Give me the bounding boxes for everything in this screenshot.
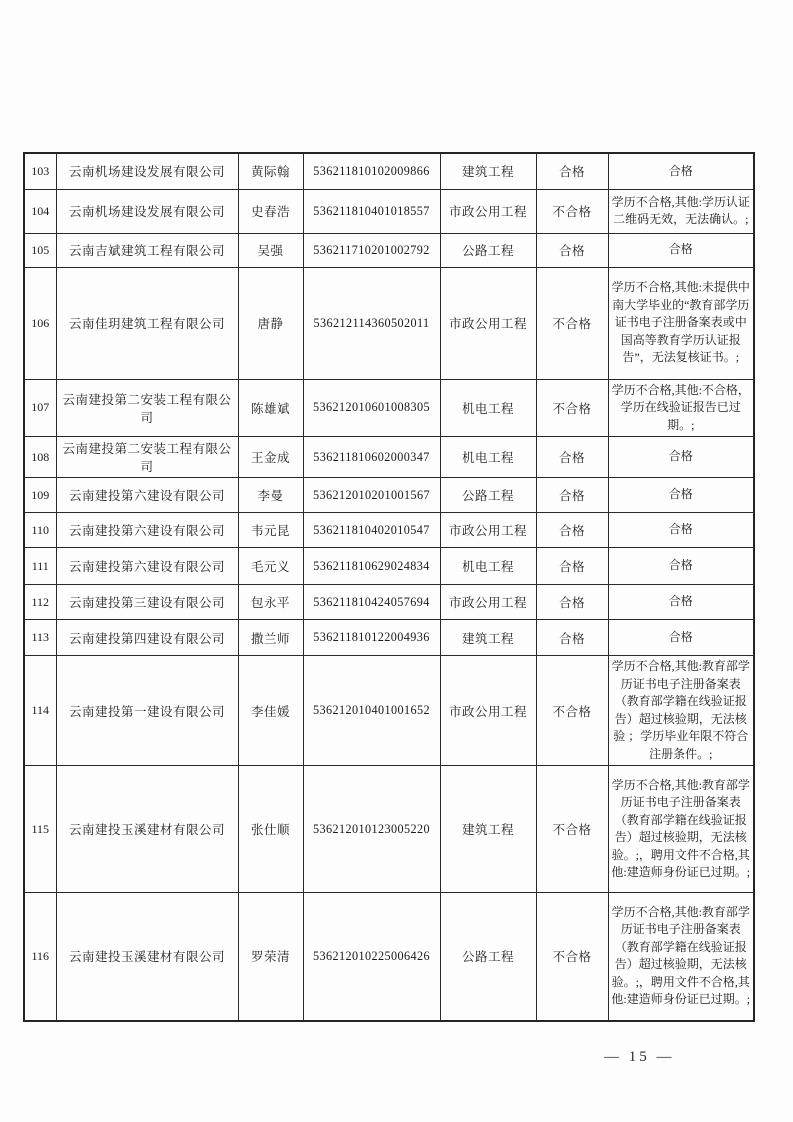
row-number-cell: 106 <box>24 267 56 379</box>
major-cell: 市政公用工程 <box>440 585 536 620</box>
major-cell: 市政公用工程 <box>440 513 536 548</box>
remark-cell: 合格 <box>608 437 754 478</box>
row-number-cell: 109 <box>24 478 56 513</box>
remark-cell: 合格 <box>608 513 754 548</box>
certificate-number-cell: 536212010201001567 <box>303 478 440 513</box>
remark-cell: 学历不合格,其他:教育部学历证书电子注册备案表（教育部学籍在线验证报告）超过核验期，无法核验。;，聘用文件不合格,其他:建造师身份证已过期。; <box>608 893 754 1021</box>
person-name-cell: 罗荣清 <box>238 893 303 1021</box>
certificate-number-cell: 536212010225006426 <box>303 893 440 1021</box>
remark-cell: 学历不合格,其他:不合格，学历在线验证报告已过期。; <box>608 379 754 437</box>
person-name-cell: 李曼 <box>238 478 303 513</box>
remark-cell: 合格 <box>608 548 754 585</box>
remark-cell: 合格 <box>608 585 754 620</box>
person-name-cell: 黄际翰 <box>238 153 303 189</box>
remark-cell: 合格 <box>608 153 754 189</box>
row-number-cell: 105 <box>24 233 56 267</box>
person-name-cell: 唐静 <box>238 267 303 379</box>
table-row <box>24 656 754 766</box>
row-number-cell: 116 <box>24 893 56 1021</box>
company-name-cell: 云南建投第六建设有限公司 <box>56 478 238 513</box>
major-cell: 市政公用工程 <box>440 656 536 766</box>
row-number-cell: 103 <box>24 153 56 189</box>
remark-cell: 学历不合格,其他:未提供中南大学毕业的“教育部学历证书电子注册备案表或中国高等教育学历认证报告”，无法复核证书。; <box>608 267 754 379</box>
result-cell: 不合格 <box>536 766 608 893</box>
table-row <box>24 379 754 437</box>
results-table-body <box>24 153 754 1021</box>
major-cell: 机电工程 <box>440 548 536 585</box>
certificate-number-cell: 536211810122004936 <box>303 620 440 656</box>
company-name-cell: 云南建投第一建设有限公司 <box>56 656 238 766</box>
result-cell: 合格 <box>536 153 608 189</box>
table-row <box>24 233 754 267</box>
company-name-cell: 云南建投第二安装工程有限公司 <box>56 379 238 437</box>
remark-cell: 学历不合格,其他:学历认证二维码无效，无法确认。; <box>608 189 754 233</box>
company-name-cell: 云南建投第四建设有限公司 <box>56 620 238 656</box>
table-row <box>24 620 754 656</box>
result-cell: 不合格 <box>536 656 608 766</box>
person-name-cell: 陈雄斌 <box>238 379 303 437</box>
table-row <box>24 513 754 548</box>
company-name-cell: 云南机场建设发展有限公司 <box>56 153 238 189</box>
certificate-number-cell: 536211810602000347 <box>303 437 440 478</box>
major-cell: 机电工程 <box>440 379 536 437</box>
person-name-cell: 吴强 <box>238 233 303 267</box>
row-number-cell: 108 <box>24 437 56 478</box>
row-number-cell: 110 <box>24 513 56 548</box>
table-row <box>24 189 754 233</box>
company-name-cell: 云南建投第六建设有限公司 <box>56 513 238 548</box>
company-name-cell: 云南建投玉溪建材有限公司 <box>56 893 238 1021</box>
certificate-number-cell: 536211810629024834 <box>303 548 440 585</box>
table-row <box>24 267 754 379</box>
table-row <box>24 893 754 1021</box>
certificate-number-cell: 536211710201002792 <box>303 233 440 267</box>
major-cell: 建筑工程 <box>440 766 536 893</box>
remark-cell: 合格 <box>608 620 754 656</box>
result-cell: 合格 <box>536 548 608 585</box>
result-cell: 不合格 <box>536 379 608 437</box>
certificate-number-cell: 536212010401001652 <box>303 656 440 766</box>
major-cell: 公路工程 <box>440 893 536 1021</box>
result-cell: 合格 <box>536 620 608 656</box>
major-cell: 公路工程 <box>440 233 536 267</box>
result-cell: 不合格 <box>536 893 608 1021</box>
table-row <box>24 478 754 513</box>
result-cell: 合格 <box>536 513 608 548</box>
major-cell: 公路工程 <box>440 478 536 513</box>
person-name-cell: 王金成 <box>238 437 303 478</box>
row-number-cell: 111 <box>24 548 56 585</box>
person-name-cell: 撒兰师 <box>238 620 303 656</box>
certificate-number-cell: 536212010601008305 <box>303 379 440 437</box>
table-row <box>24 437 754 478</box>
page-number: — 15 — <box>604 1049 675 1065</box>
result-cell: 合格 <box>536 437 608 478</box>
result-cell: 不合格 <box>536 189 608 233</box>
review-results-table <box>23 152 755 1022</box>
company-name-cell: 云南建投第二安装工程有限公司 <box>56 437 238 478</box>
company-name-cell: 云南建投玉溪建材有限公司 <box>56 766 238 893</box>
result-cell: 合格 <box>536 233 608 267</box>
certificate-number-cell: 536212114360502011 <box>303 267 440 379</box>
major-cell: 市政公用工程 <box>440 267 536 379</box>
remark-cell: 合格 <box>608 233 754 267</box>
person-name-cell: 韦元昆 <box>238 513 303 548</box>
company-name-cell: 云南建投第六建设有限公司 <box>56 548 238 585</box>
company-name-cell: 云南佳玥建筑工程有限公司 <box>56 267 238 379</box>
row-number-cell: 114 <box>24 656 56 766</box>
row-number-cell: 112 <box>24 585 56 620</box>
row-number-cell: 107 <box>24 379 56 437</box>
certificate-number-cell: 536211810102009866 <box>303 153 440 189</box>
row-number-cell: 115 <box>24 766 56 893</box>
table-row <box>24 585 754 620</box>
major-cell: 建筑工程 <box>440 620 536 656</box>
row-number-cell: 104 <box>24 189 56 233</box>
person-name-cell: 史春浩 <box>238 189 303 233</box>
remark-cell: 合格 <box>608 478 754 513</box>
certificate-number-cell: 536211810402010547 <box>303 513 440 548</box>
company-name-cell: 云南吉斌建筑工程有限公司 <box>56 233 238 267</box>
person-name-cell: 李佳媛 <box>238 656 303 766</box>
result-cell: 合格 <box>536 585 608 620</box>
result-cell: 不合格 <box>536 267 608 379</box>
table-row <box>24 153 754 189</box>
certificate-number-cell: 536212010123005220 <box>303 766 440 893</box>
person-name-cell: 毛元义 <box>238 548 303 585</box>
person-name-cell: 包永平 <box>238 585 303 620</box>
major-cell: 市政公用工程 <box>440 189 536 233</box>
person-name-cell: 张仕顺 <box>238 766 303 893</box>
remark-cell: 学历不合格,其他:教育部学历证书电子注册备案表（教育部学籍在线验证报告）超过核验期，无法核验 ；学历毕业年限不符合注册条件。; <box>608 656 754 766</box>
major-cell: 机电工程 <box>440 437 536 478</box>
company-name-cell: 云南建投第三建设有限公司 <box>56 585 238 620</box>
table-row <box>24 548 754 585</box>
certificate-number-cell: 536211810424057694 <box>303 585 440 620</box>
table-row <box>24 766 754 893</box>
remark-cell: 学历不合格,其他:教育部学历证书电子注册备案表（教育部学籍在线验证报告）超过核验期，无法核验。;，聘用文件不合格,其他:建造师身份证已过期。; <box>608 766 754 893</box>
certificate-number-cell: 536211810401018557 <box>303 189 440 233</box>
result-cell: 合格 <box>536 478 608 513</box>
major-cell: 建筑工程 <box>440 153 536 189</box>
company-name-cell: 云南机场建设发展有限公司 <box>56 189 238 233</box>
row-number-cell: 113 <box>24 620 56 656</box>
